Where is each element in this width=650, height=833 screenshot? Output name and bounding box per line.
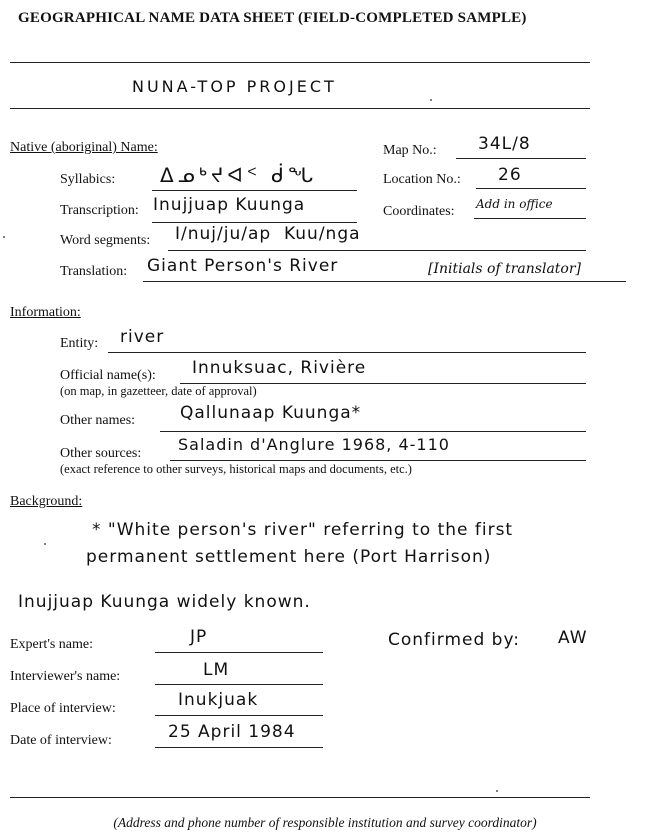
location-no-underline [476, 188, 586, 189]
scan-speck [430, 99, 432, 101]
entity-label: Entity: [60, 336, 99, 351]
other-sources-value: Saladin d'Anglure 1968, 4-110 [178, 435, 450, 454]
confirmed-label: Confirmed by: [388, 630, 520, 650]
translation-underline [143, 281, 626, 282]
syllabics-underline [152, 190, 357, 191]
interviewer-value: LM [203, 660, 230, 680]
footer-note: (Address and phone number of responsible institution and survey coordinator) [113, 815, 537, 830]
date-of-interview-underline [155, 747, 323, 748]
map-no-label: Map No.: [383, 143, 437, 158]
word-segments-label: Word segments: [60, 233, 151, 248]
place-of-interview-underline [155, 715, 323, 716]
native-name-section-label: Native (aboriginal) Name: [10, 140, 158, 155]
divider-project [10, 108, 590, 109]
sheet-title: GEOGRAPHICAL NAME DATA SHEET (FIELD-COMPLETED SAMPLE) [18, 10, 527, 26]
translation-value: Giant Person's River [147, 256, 339, 276]
other-sources-label: Other sources: [60, 446, 142, 461]
word-segments-value: I/nuj/ju/ap Kuu/nga [175, 224, 361, 244]
information-section-label: Information: [10, 305, 81, 320]
date-of-interview-label: Date of interview: [10, 733, 112, 748]
divider-bottom [10, 797, 590, 798]
scan-speck [44, 543, 46, 545]
scan-speck [3, 236, 5, 238]
transcription-label: Transcription: [60, 203, 139, 218]
map-no-value: 34L/8 [478, 134, 531, 154]
syllabics-value: ᐃᓄᒃᔪᐊᑉ ᑰᖓ [160, 163, 318, 187]
interviewer-underline [155, 684, 323, 685]
translation-label: Translation: [60, 264, 128, 279]
transcription-value: Inujjuap Kuunga [153, 195, 306, 215]
word-segments-underline [168, 250, 586, 251]
official-name-label: Official name(s): [60, 368, 156, 383]
scan-speck [496, 790, 498, 792]
date-of-interview-value: 25 April 1984 [168, 722, 296, 742]
project-name: NUNA-TOP PROJECT [132, 77, 337, 96]
expert-underline [155, 652, 323, 653]
other-sources-underline [170, 460, 586, 461]
coordinates-underline [474, 218, 586, 219]
other-names-value: Qallunaap Kuunga* [180, 403, 362, 423]
syllabics-label: Syllabics: [60, 172, 116, 187]
other-names-label: Other names: [60, 413, 136, 428]
place-of-interview-value: Inukjuak [178, 690, 259, 710]
background-line-2: permanent settlement here (Port Harrison) [86, 547, 492, 567]
divider-top [10, 62, 590, 63]
background-section-label: Background: [10, 494, 83, 509]
official-name-value: Innuksuac, Rivière [192, 358, 367, 378]
entity-underline [108, 352, 586, 353]
map-no-underline [456, 158, 586, 159]
interviewer-label: Interviewer's name: [10, 669, 121, 684]
place-of-interview-label: Place of interview: [10, 701, 116, 716]
expert-value: JP [190, 627, 208, 647]
coordinates-label: Coordinates: [383, 204, 455, 219]
background-line-1: * "White person's river" referring to the first [92, 520, 514, 540]
other-names-underline [160, 431, 586, 432]
other-sources-note: (exact reference to other surveys, historical maps and documents, etc.) [60, 462, 412, 476]
background-line-3: Inujjuap Kuunga widely known. [18, 592, 311, 612]
location-no-label: Location No.: [383, 172, 461, 187]
coordinates-value: Add in office [476, 197, 553, 211]
location-no-value: 26 [498, 165, 522, 185]
expert-label: Expert's name: [10, 637, 93, 652]
entity-value: river [120, 327, 165, 347]
transcription-underline [152, 222, 357, 223]
translator-note: [Initials of translator] [428, 261, 582, 277]
official-name-note: (on map, in gazetteer, date of approval) [60, 384, 257, 398]
confirmed-value: AW [558, 628, 588, 648]
